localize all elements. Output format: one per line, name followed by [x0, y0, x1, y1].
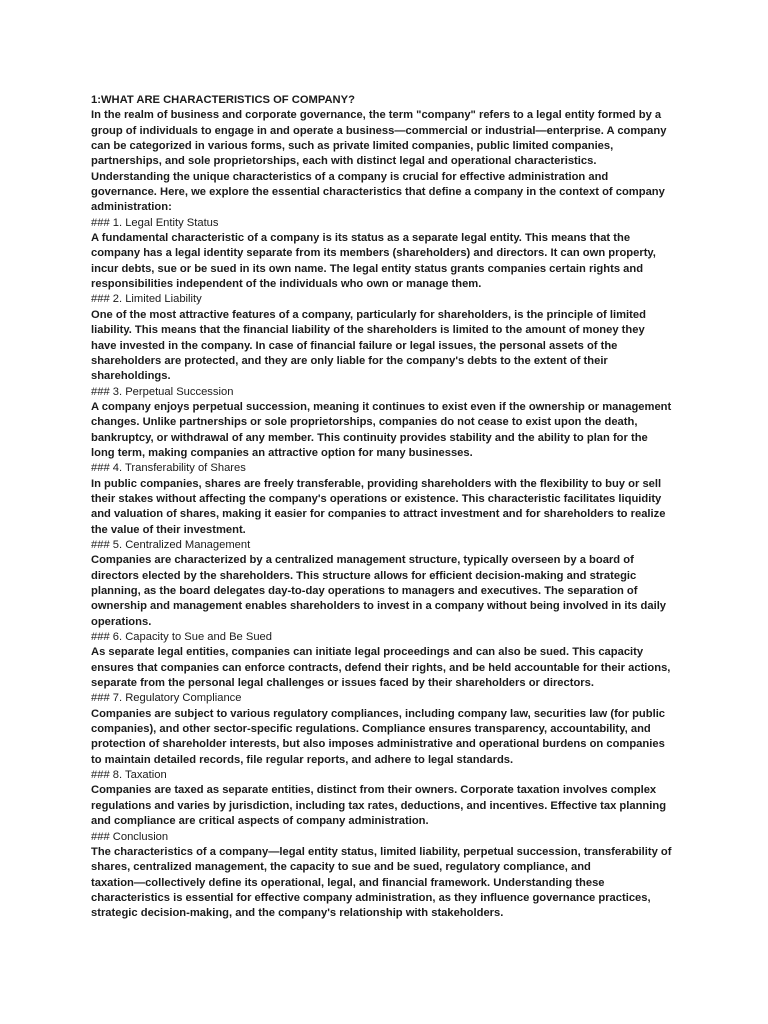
body-text-line: A company enjoys perpetual succession, meaning it continues to exist even if the ownership or management: [91, 400, 672, 413]
body-text-line: and compliance are critical aspects of company administration.: [91, 815, 429, 828]
body-text-line: Companies are characterized by a centralized management structure, typically overseen by a board of: [91, 554, 634, 567]
body-text-line: As separate legal entities, companies can initiate legal proceedings and can also be sued. This capacity: [91, 646, 644, 659]
body-text-line: the value of their investment.: [91, 523, 246, 536]
body-text-line: shareholdings.: [91, 370, 171, 383]
body-text-line: group of individuals to engage in and operate a business—commercial or industrial—enterprise. A company: [91, 124, 667, 137]
section-heading: ### 6. Capacity to Sue and Be Sued: [91, 631, 272, 644]
section-heading: ### 3. Perpetual Succession: [91, 385, 234, 398]
body-text-line: have invested in the company. In case of financial failure or legal issues, the personal assets of the: [91, 339, 618, 352]
body-text-line: Companies are subject to various regulatory compliances, including company law, securities law (for public: [91, 707, 666, 720]
body-text-line: separate from the personal legal challenges or issues faced by their shareholders or directors.: [91, 677, 594, 690]
body-text-line: companies), and other sector-specific regulations. Compliance ensures transparency, accountability, and: [91, 723, 651, 736]
body-text-line: protection of shareholder interests, but also imposes administrative and operational burdens on companies: [91, 738, 665, 751]
body-text-line: liability. This means that the financial liability of the shareholders is limited to the amount of money they: [91, 324, 645, 337]
body-text-line: shareholders are protected, and they are only liable for the company's debts to the extent of their: [91, 354, 608, 367]
body-text-line: operations.: [91, 615, 152, 628]
document-page: [91, 93, 691, 922]
body-text-line: Companies are taxed as separate entities, distinct from their owners. Corporate taxation involves complex: [91, 784, 657, 797]
body-text-line: governance. Here, we explore the essential characteristics that define a company in the context of company: [91, 186, 665, 199]
body-text-line: responsibilities independent of the individuals who own or manage them.: [91, 278, 482, 291]
section-heading: ### Conclusion: [91, 830, 169, 843]
body-text-line: their stakes without affecting the company's operations or existence. This characteristic facilitates liquidity: [91, 492, 662, 505]
body-text-line: taxation—collectively define its operational, legal, and financial framework. Understanding these: [91, 876, 605, 889]
body-text-line: ensures that companies can enforce contracts, defend their rights, and be held accountable for their actions,: [91, 661, 671, 674]
body-text-line: bankruptcy, or withdrawal of any member. This continuity provides stability and the ability to plan for the: [91, 431, 648, 444]
body-text-line: directors elected by the shareholders. This structure allows for efficient decision-making and strategic: [91, 569, 637, 582]
section-heading: ### 5. Centralized Management: [91, 538, 251, 551]
section-heading: ### 7. Regulatory Compliance: [91, 692, 242, 705]
body-text-line: shares, centralized management, the capacity to sue and be sued, regulatory compliance, and: [91, 861, 591, 874]
body-text-line: long term, making companies an attractive option for many businesses.: [91, 446, 473, 459]
body-text-line: planning, as the board delegates day-to-day operations to managers and executives. The separation of: [91, 585, 638, 597]
body-text-line: company has a legal identity separate from its members (shareholders) and directors. It can own property,: [91, 247, 656, 260]
body-text-line: strategic decision-making, and the company's relationship with stakeholders.: [91, 907, 504, 920]
section-heading: ### 4. Transferability of Shares: [91, 462, 246, 475]
document-title: 1:WHAT ARE CHARACTERISTICS OF COMPANY?: [91, 94, 355, 106]
body-text-line: A fundamental characteristic of a company is its status as a separate legal entity. This means that the: [91, 232, 631, 245]
body-text-line: administration:: [91, 201, 172, 214]
body-text-line: Understanding the unique characteristics of a company is crucial for effective administration and: [91, 170, 609, 183]
body-text-line: One of the most attractive features of a company, particularly for shareholders, is the principle of limited: [91, 308, 646, 321]
body-text-line: characteristics is essential for effective company administration, as they influence governance practices,: [91, 891, 651, 904]
body-text-line: changes. Unlike partnerships or sole proprietorships, companies do not cease to exist upon the death,: [91, 416, 638, 429]
body-text-line: In public companies, shares are freely transferable, providing shareholders with the flexibility to buy or sell: [91, 477, 662, 490]
body-text-line: In the realm of business and corporate governance, the term "company" refers to a legal entity formed by a: [91, 109, 662, 122]
body-text-line: partnerships, and sole proprietorships, each with distinct legal and operational characteristics.: [91, 155, 597, 168]
section-heading: ### 1. Legal Entity Status: [91, 216, 219, 229]
body-text-line: and valuation of shares, making it easier for companies to attract investment and for shareholders to realize: [91, 508, 666, 521]
body-text-line: incur debts, sue or be sued in its own name. The legal entity status grants companies certain rights and: [91, 262, 644, 275]
section-heading: ### 8. Taxation: [91, 769, 167, 782]
section-heading: ### 2. Limited Liability: [91, 293, 202, 306]
body-text-line: can be categorized in various forms, such as private limited companies, public limited companies,: [91, 140, 614, 153]
body-text-line: to maintain detailed records, file regular reports, and adhere to legal standards.: [91, 753, 514, 766]
body-text-line: ownership and management enables shareholders to invest in a company without being involved in its daily: [91, 600, 667, 613]
body-text-line: regulations and varies by jurisdiction, including tax rates, deductions, and incentives. Effective tax planning: [91, 799, 667, 812]
body-text-line: The characteristics of a company—legal entity status, limited liability, perpetual succession, transferability of: [91, 845, 672, 858]
